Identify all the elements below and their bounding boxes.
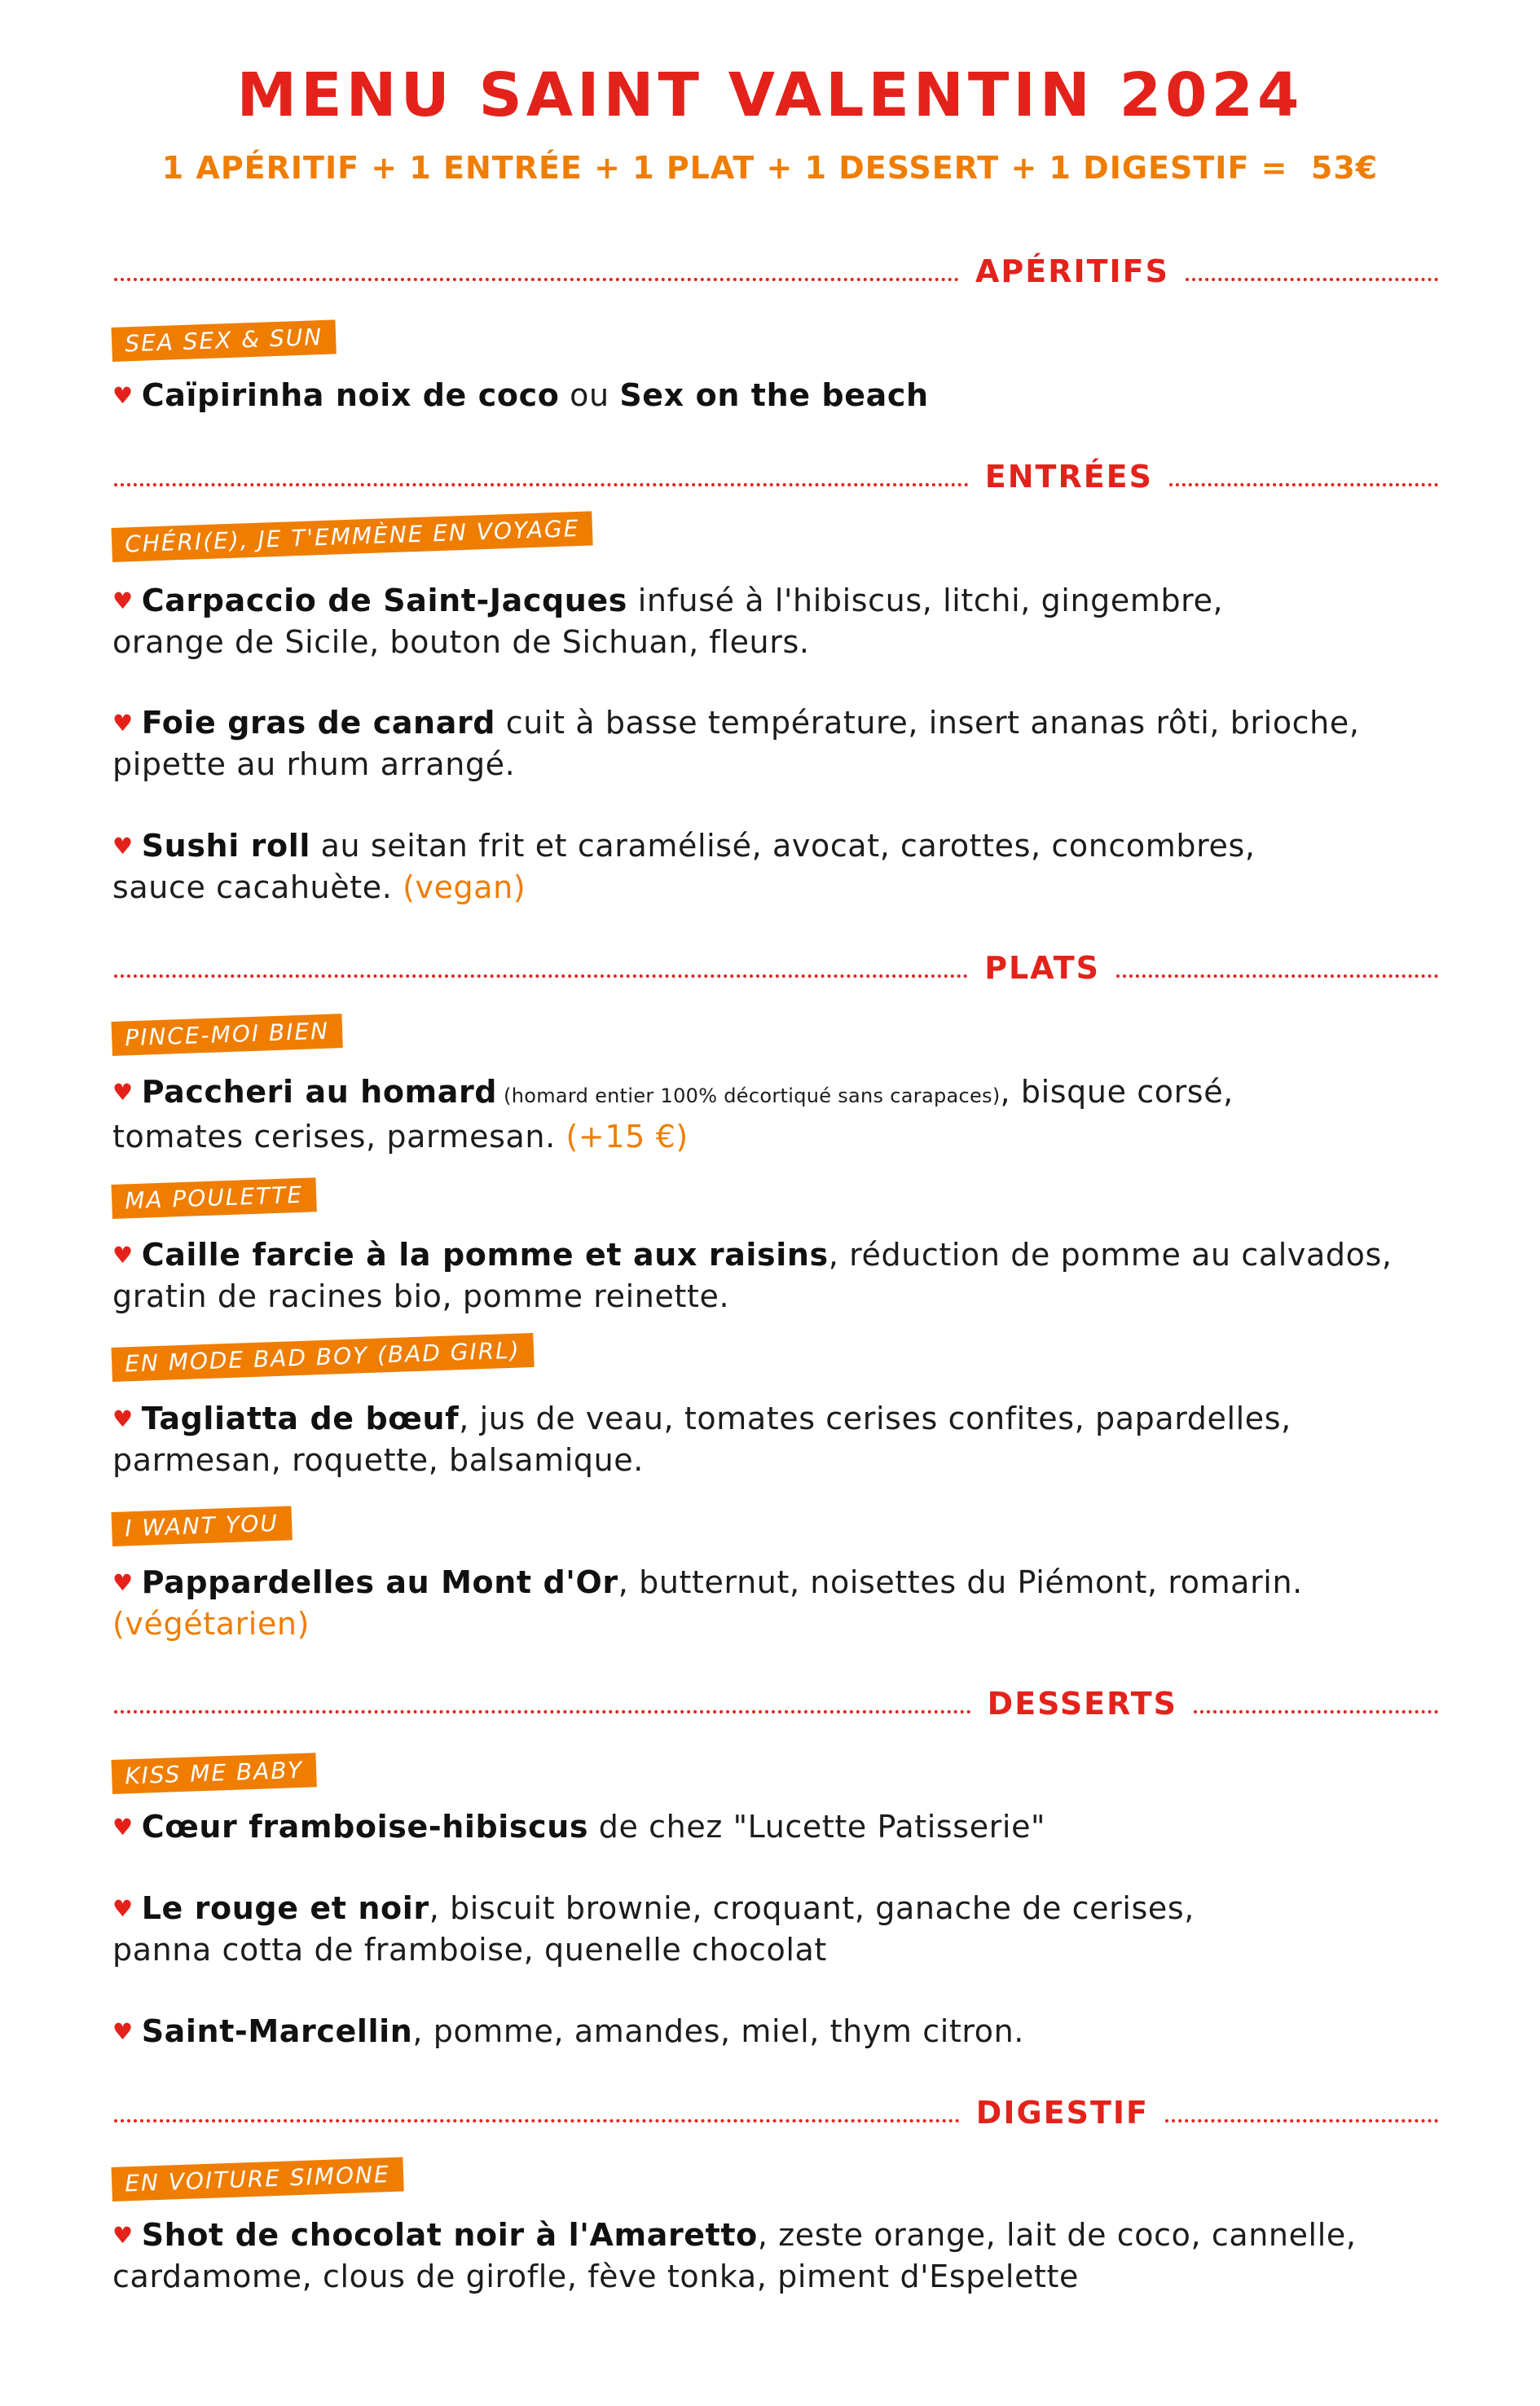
dotted-divider xyxy=(1165,2119,1438,2122)
dish-description: au seitan frit et caramélisé, avocat, carottes, concombres, xyxy=(310,828,1256,864)
dish-name: Caille farcie à la pomme et aux raisins xyxy=(141,1237,829,1273)
nickname-tag: EN VOITURE SIMONE xyxy=(112,2157,404,2201)
dish-name: Caïpirinha noix de coco xyxy=(141,377,560,413)
nickname-tag: SEA SEX & SUN xyxy=(112,319,337,362)
nickname-tag: EN MODE BAD BOY (BAD GIRL) xyxy=(112,1333,535,1382)
dish-name: Pappardelles au Mont d'Or xyxy=(141,1564,618,1600)
heart-icon: ♥ xyxy=(112,2018,134,2045)
menu-item xyxy=(112,375,1449,416)
dish-name: Shot de chocolat noir à l'Amaretto xyxy=(141,2217,758,2253)
dotted-divider xyxy=(114,278,959,281)
dish-description: sauce cacahuète. xyxy=(112,869,403,905)
section-label: DESSERTS xyxy=(987,1686,1177,1722)
menu-header xyxy=(0,59,1540,186)
dish-name: Cœur framboise-hibiscus xyxy=(141,1809,589,1845)
dotted-divider xyxy=(114,1710,971,1713)
dish-description: cardamome, clous de girofle, fève tonka, piment d'Espelette xyxy=(112,2259,1080,2294)
heart-icon: ♥ xyxy=(112,1079,134,1106)
nickname-tag: I WANT YOU xyxy=(112,1506,293,1546)
menu-item xyxy=(112,1234,1449,1317)
heart-icon: ♥ xyxy=(112,710,134,737)
menu-item xyxy=(112,1071,1449,1157)
dish-description: tomates cerises, parmesan. xyxy=(112,1119,566,1155)
menu-formula: 1 APÉRITIF + 1 ENTRÉE + 1 PLAT + 1 DESSERT + 1 DIGESTIF = 53€ xyxy=(161,150,1379,186)
dish-name: Foie gras de canard xyxy=(141,705,496,741)
section-label: PLATS xyxy=(984,950,1100,986)
dish-name: Saint-Marcellin xyxy=(141,2013,413,2049)
dotted-divider xyxy=(114,974,968,978)
dish-description: , jus de veau, tomates cerises confites, papardelles, xyxy=(459,1401,1291,1436)
dish-name: Sex on the beach xyxy=(619,377,929,413)
menu-item xyxy=(112,825,1449,908)
dish-name: Sushi roll xyxy=(141,828,310,864)
nickname-tag: PINCE-MOI BIEN xyxy=(112,1014,343,1056)
diet-note: (vegan) xyxy=(403,869,526,905)
dish-description: , pomme, amandes, miel, thym citron. xyxy=(412,2013,1024,2049)
dotted-divider xyxy=(1186,278,1438,281)
menu-item xyxy=(112,2011,1449,2052)
section-aperitifs-header xyxy=(114,253,1438,290)
dish-description: , réduction de pomme au calvados, xyxy=(828,1237,1393,1273)
heart-icon: ♥ xyxy=(112,587,134,614)
menu-title: MENU SAINT VALENTIN 2024 xyxy=(236,60,1304,130)
dish-name: Tagliatta de bœuf xyxy=(141,1401,460,1436)
dish-name: Paccheri au homard xyxy=(141,1074,498,1110)
dish-description: de chez "Lucette Patisserie" xyxy=(588,1809,1046,1845)
dotted-divider xyxy=(114,2119,960,2122)
dish-description: parmesan, roquette, balsamique. xyxy=(112,1442,644,1478)
dish-name: Le rouge et noir xyxy=(141,1890,429,1926)
dish-description: , biscuit brownie, croquant, ganache de cerises, xyxy=(429,1890,1195,1926)
dish-description: infusé à l'hibiscus, litchi, gingembre, xyxy=(627,583,1224,618)
dish-description: , butternut, noisettes du Piémont, romarin. xyxy=(618,1564,1303,1600)
price-supplement: (+15 €) xyxy=(565,1119,689,1155)
nickname-tag: CHÉRI(E), JE T'EMMÈNE EN VOYAGE xyxy=(112,511,594,562)
section-label: DIGESTIF xyxy=(975,2095,1149,2131)
heart-icon: ♥ xyxy=(112,1895,134,1922)
dotted-divider xyxy=(114,483,969,486)
dish-detail: (homard entier 100% décortiqué sans carapaces) xyxy=(497,1084,1001,1107)
heart-icon: ♥ xyxy=(112,1814,134,1841)
section-entrees-header xyxy=(114,458,1438,495)
dish-description: , zeste orange, lait de coco, cannelle, xyxy=(757,2217,1357,2253)
menu-item xyxy=(112,1562,1449,1644)
nickname-tag: KISS ME BABY xyxy=(112,1753,317,1794)
menu-item xyxy=(112,1398,1449,1480)
section-digestif-header xyxy=(114,2094,1438,2131)
heart-icon: ♥ xyxy=(112,1242,134,1269)
heart-icon: ♥ xyxy=(112,1569,134,1596)
section-desserts-header xyxy=(114,1685,1438,1722)
menu-item xyxy=(112,2215,1449,2297)
dish-description: cuit à basse température, insert ananas rôti, brioche, xyxy=(495,705,1360,741)
dish-description: , bisque corsé, xyxy=(1000,1074,1234,1110)
heart-icon: ♥ xyxy=(112,2222,134,2249)
dish-description: gratin de racines bio, pomme reinette. xyxy=(112,1278,730,1314)
dish-description: panna cotta de framboise, quenelle chocolat xyxy=(112,1932,827,1968)
heart-icon: ♥ xyxy=(112,1405,134,1432)
dish-description: pipette au rhum arrangé. xyxy=(112,746,516,782)
diet-note: (végétarien) xyxy=(112,1606,310,1642)
nickname-tag: MA POULETTE xyxy=(112,1177,317,1219)
dotted-divider xyxy=(1169,483,1438,486)
dotted-divider xyxy=(1116,974,1438,978)
dish-separator: ou xyxy=(559,377,620,413)
menu-item xyxy=(112,1888,1449,1970)
heart-icon: ♥ xyxy=(112,382,134,409)
dish-name: Carpaccio de Saint-Jacques xyxy=(141,583,628,618)
section-label: APÉRITIFS xyxy=(975,253,1169,289)
menu-item xyxy=(112,702,1449,785)
heart-icon: ♥ xyxy=(112,833,134,860)
menu-item xyxy=(112,580,1449,662)
dish-description: orange de Sicile, bouton de Sichuan, fleurs. xyxy=(112,624,810,660)
section-plats-header xyxy=(114,949,1438,987)
menu-item xyxy=(112,1806,1449,1848)
section-label: ENTRÉES xyxy=(984,459,1153,495)
dotted-divider xyxy=(1194,1710,1438,1713)
